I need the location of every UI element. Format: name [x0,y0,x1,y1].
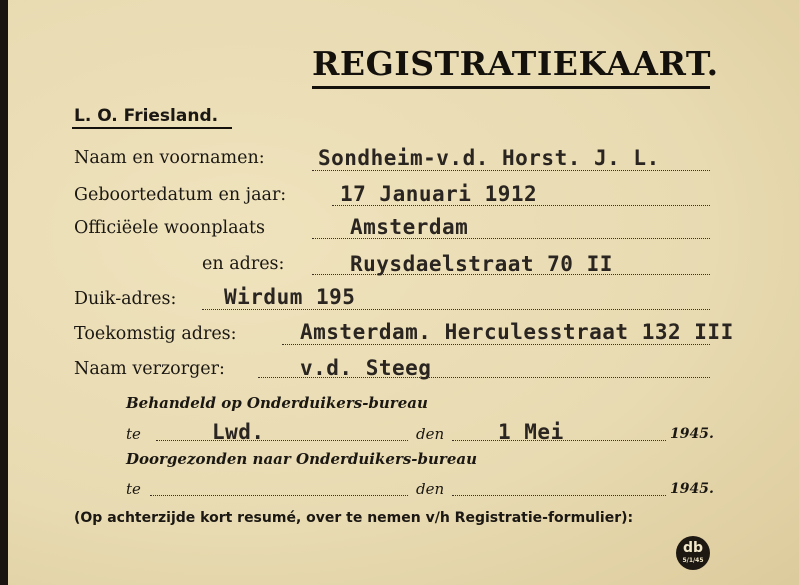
forwarded-year: 1945. [670,481,714,497]
address-value: Ruysdaelstraat 70 II [350,252,613,276]
title-underline [312,86,710,89]
organisation-underline [72,127,232,129]
forwarded-den-line [452,495,666,496]
card-title: REGISTRATIEKAART. [312,44,719,83]
residence-label: Officiëele woonplaats [74,218,266,238]
name-line [312,170,710,171]
forwarded-den-label: den [416,480,445,498]
name-value: Sondheim-v.d. Horst. J. L. [318,146,660,170]
forwarded-te-label: te [126,480,141,498]
footnote: (Op achterzijde kort resumé, over te nemen v/h Registratie-formulier): [74,510,634,526]
processed-te-label: te [126,425,141,443]
future-address-value: Amsterdam. Herculesstraat 132 III [300,320,734,344]
birthdate-value: 17 Januari 1912 [340,182,538,206]
processed-te-line [156,440,408,441]
future-address-label: Toekomstig adres: [74,324,237,344]
hiding-address-value: Wirdum 195 [224,285,356,309]
birthdate-label: Geboortedatum en jaar: [74,185,287,205]
hiding-address-label: Duik-adres: [74,289,177,309]
hiding-address-line [202,309,710,310]
residence-value: Amsterdam [350,215,469,239]
forwarded-te-line [150,495,408,496]
stamp-text-main: db [682,540,704,556]
processed-den-label: den [416,425,445,443]
processed-te-value: Lwd. [212,420,265,444]
stamp-text-sub: 5/1/45 [682,557,704,564]
organisation-label: L. O. Friesland. [74,106,219,126]
processed-den-value: 1 Mei [498,420,564,444]
name-label: Naam en voornamen: [74,148,265,168]
processed-year: 1945. [670,426,714,442]
processed-heading: Behandeld op Onderduikers-bureau [126,394,428,412]
archive-stamp-logo [676,536,710,570]
forwarded-heading: Doorgezonden naar Onderduikers-bureau [126,450,477,468]
caretaker-label: Naam verzorger: [74,359,225,379]
address-label: en adres: [202,254,285,274]
future-address-line [282,344,710,345]
caretaker-value: v.d. Steeg [300,356,432,380]
card-edge [0,0,8,585]
